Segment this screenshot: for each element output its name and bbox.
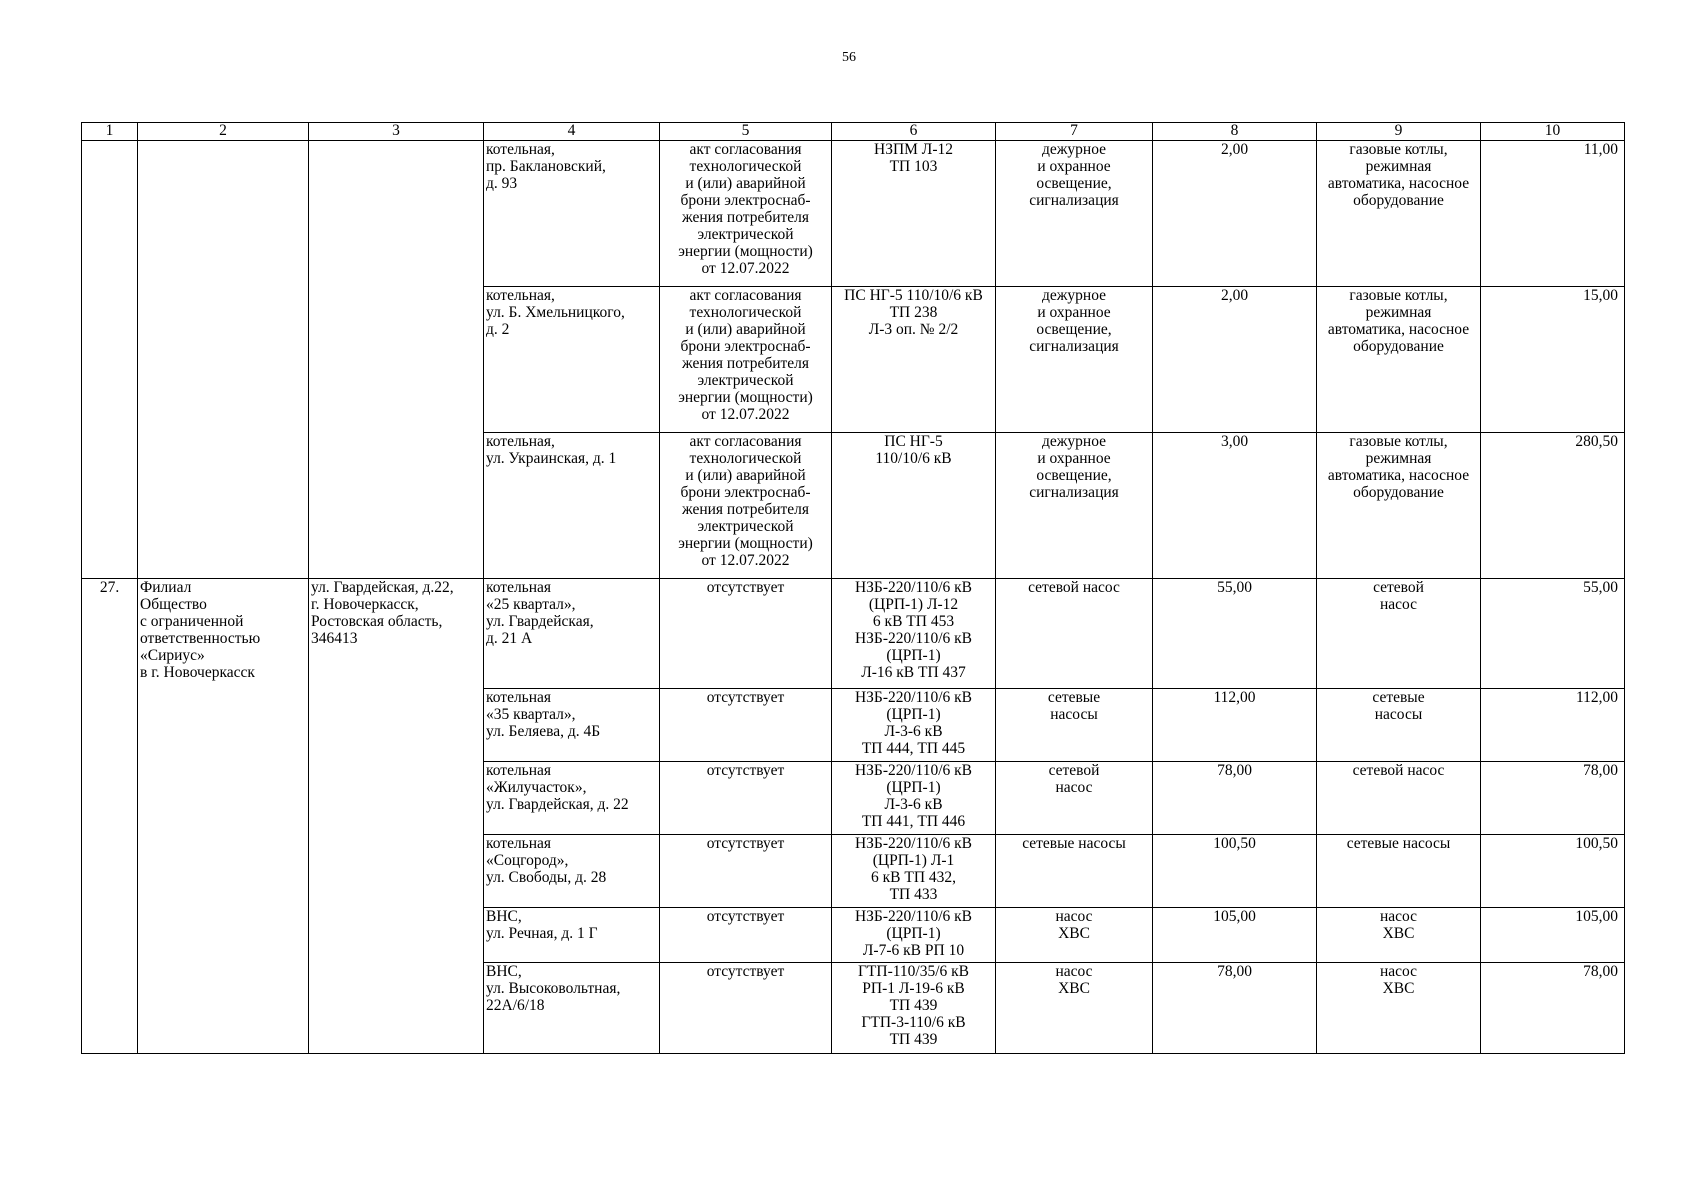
- total-cell: 15,00: [1481, 287, 1625, 433]
- document-cell-line: отсутствует: [706, 908, 785, 925]
- page-number: 56: [842, 50, 856, 65]
- supply-cell-line: Л-3-6 кВ: [884, 723, 943, 740]
- equipment-cell: [1317, 141, 1481, 287]
- column-number-row: [82, 123, 1625, 141]
- load-cell-line: сетевой насос: [1028, 579, 1120, 596]
- equipment-cell-line: оборудование: [1353, 338, 1444, 355]
- object-cell-line: ул. Б. Хмельницкого,: [486, 304, 625, 321]
- object-cell: [484, 963, 660, 1054]
- document-cell-line: энергии (мощности): [678, 243, 813, 260]
- total-cell: 105,00: [1481, 908, 1625, 963]
- load-cell-line: дежурное: [1041, 433, 1107, 450]
- total-cell: 78,00: [1481, 963, 1625, 1054]
- supply-cell-line: РП-1 Л-19-6 кВ: [862, 980, 965, 997]
- total-cell: 78,00: [1481, 762, 1625, 835]
- organization-cell-line: ответственностью: [140, 630, 261, 647]
- document-cell-line: жения потребителя: [681, 209, 810, 226]
- data-table: [81, 122, 1625, 1054]
- address-cell-line: ул. Гвардейская, д.22,: [311, 579, 454, 596]
- supply-cell-line: ГТП-110/35/6 кВ: [857, 963, 970, 980]
- column-header: 5: [660, 123, 832, 141]
- power-cell: 2,00: [1153, 141, 1317, 287]
- document-cell: [660, 141, 832, 287]
- power-cell: 78,00: [1153, 963, 1317, 1054]
- supply-cell-line: ТП 439: [889, 1031, 938, 1048]
- supply-cell-line: ТП 103: [889, 158, 938, 175]
- organization-cell-line: «Сириус»: [140, 647, 205, 664]
- supply-cell-line: НЗБ-220/110/6 кВ: [854, 579, 973, 596]
- object-cell: [484, 689, 660, 762]
- object-cell: [484, 762, 660, 835]
- object-cell-line: ул. Речная, д. 1 Г: [486, 925, 598, 942]
- load-cell-line: сетевой: [1048, 762, 1100, 779]
- supply-cell: [832, 835, 996, 908]
- organization-cell: [138, 141, 309, 579]
- load-cell-line: дежурное: [1041, 287, 1107, 304]
- equipment-cell-line: ХВС: [1382, 925, 1415, 942]
- document-cell: [660, 433, 832, 579]
- object-cell-line: котельная,: [486, 433, 555, 450]
- equipment-cell-line: газовые котлы,: [1349, 287, 1448, 304]
- document-cell-line: от 12.07.2022: [701, 406, 790, 423]
- equipment-cell-line: сетевые: [1372, 689, 1425, 706]
- supply-cell: [832, 762, 996, 835]
- supply-cell: [832, 287, 996, 433]
- document-cell-line: жения потребителя: [681, 355, 810, 372]
- equipment-cell-line: автоматика, насосное: [1327, 175, 1470, 192]
- supply-cell-line: Л-3-6 кВ: [884, 796, 943, 813]
- document-cell: [660, 908, 832, 963]
- supply-cell-line: Л-7-6 кВ РП 10: [862, 942, 965, 959]
- equipment-cell: [1317, 433, 1481, 579]
- address-cell: [309, 141, 484, 579]
- load-cell-line: насосы: [1050, 706, 1098, 723]
- load-cell-line: сетевые насосы: [1022, 835, 1126, 852]
- equipment-cell-line: оборудование: [1353, 192, 1444, 209]
- power-cell: 2,00: [1153, 287, 1317, 433]
- object-cell-line: «25 квартал»,: [486, 596, 576, 613]
- object-cell-line: ул. Свободы, д. 28: [486, 869, 607, 886]
- document-cell-line: технологической: [689, 304, 802, 321]
- document-cell-line: отсутствует: [706, 579, 785, 596]
- equipment-cell-line: сетевой насос: [1352, 762, 1445, 779]
- load-cell-line: освещение,: [1036, 467, 1112, 484]
- equipment-cell: [1317, 963, 1481, 1054]
- supply-cell: [832, 433, 996, 579]
- supply-cell-line: НЗПМ Л-12: [874, 141, 953, 158]
- supply-cell-line: НЗБ-220/110/6 кВ: [854, 835, 973, 852]
- supply-cell-line: ГТП-3-110/6 кВ: [861, 1014, 966, 1031]
- object-cell-line: ВНС,: [486, 963, 522, 980]
- document-cell: [660, 579, 832, 689]
- equipment-cell-line: режимная: [1365, 158, 1432, 175]
- document-cell-line: и (или) аварийной: [685, 467, 806, 484]
- column-header: 1: [82, 123, 138, 141]
- object-cell-line: ул. Гвардейская,: [486, 613, 594, 630]
- load-cell-line: и охранное: [1037, 304, 1111, 321]
- supply-cell-line: (ЦРП-1): [886, 779, 941, 796]
- document-cell-line: отсутствует: [706, 963, 785, 980]
- equipment-cell: [1317, 579, 1481, 689]
- load-cell: [996, 141, 1153, 287]
- supply-cell-line: Л-16 кВ ТП 437: [861, 664, 966, 681]
- object-cell-line: котельная: [486, 689, 552, 706]
- object-cell-line: ул. Беляева, д. 4Б: [486, 723, 601, 740]
- document-cell-line: от 12.07.2022: [701, 260, 790, 277]
- supply-cell-line: (ЦРП-1): [886, 647, 941, 664]
- column-header: 8: [1153, 123, 1317, 141]
- load-cell: [996, 835, 1153, 908]
- document-cell-line: энергии (мощности): [678, 389, 813, 406]
- equipment-cell-line: сетевые насосы: [1346, 835, 1451, 852]
- supply-cell-line: Л-3 оп. № 2/2: [868, 321, 959, 338]
- load-cell-line: дежурное: [1041, 141, 1107, 158]
- object-cell-line: ул. Украинская, д. 1: [486, 450, 617, 467]
- object-cell: [484, 287, 660, 433]
- object-cell-line: пр. Баклановский,: [486, 158, 606, 175]
- power-cell: 105,00: [1153, 908, 1317, 963]
- organization-cell: [138, 579, 309, 1054]
- organization-cell-line: Общество: [140, 596, 207, 613]
- supply-cell-line: ТП 439: [889, 997, 938, 1014]
- document-cell-line: электрической: [697, 226, 794, 243]
- object-cell: [484, 908, 660, 963]
- total-cell: 55,00: [1481, 579, 1625, 689]
- supply-cell-line: НЗБ-220/110/6 кВ: [854, 762, 973, 779]
- supply-cell-line: 6 кВ ТП 453: [872, 613, 955, 630]
- document-cell: [660, 835, 832, 908]
- supply-cell-line: 110/10/6 кВ: [875, 450, 952, 467]
- document-cell-line: электрической: [697, 518, 794, 535]
- document-cell-line: акт согласования: [689, 141, 802, 158]
- document-cell-line: брони электроснаб-: [680, 484, 811, 501]
- equipment-cell-line: оборудование: [1353, 484, 1444, 501]
- load-cell-line: и охранное: [1037, 158, 1111, 175]
- load-cell: [996, 908, 1153, 963]
- object-cell-line: котельная,: [486, 141, 555, 158]
- load-cell-line: сигнализация: [1029, 338, 1119, 355]
- document-cell-line: брони электроснаб-: [680, 338, 811, 355]
- total-cell: 112,00: [1481, 689, 1625, 762]
- supply-cell: [832, 963, 996, 1054]
- object-cell-line: «Соцгород»,: [486, 852, 569, 869]
- row-number-cell: [82, 141, 138, 579]
- object-cell: [484, 141, 660, 287]
- load-cell-line: освещение,: [1036, 321, 1112, 338]
- equipment-cell-line: насос: [1379, 963, 1418, 980]
- object-cell-line: д. 2: [486, 321, 510, 338]
- supply-cell: [832, 689, 996, 762]
- organization-cell-line: в г. Новочеркасск: [140, 664, 255, 681]
- address-cell-line: г. Новочеркасск,: [311, 596, 419, 613]
- equipment-cell-line: насос: [1379, 908, 1418, 925]
- table-row: [82, 141, 1625, 287]
- load-cell-line: и охранное: [1037, 450, 1111, 467]
- load-cell: [996, 579, 1153, 689]
- supply-cell-line: НЗБ-220/110/6 кВ: [854, 689, 973, 706]
- object-cell: [484, 835, 660, 908]
- equipment-cell-line: автоматика, насосное: [1327, 321, 1470, 338]
- object-cell-line: 22А/6/18: [486, 997, 545, 1014]
- row-number-cell: 27.: [82, 579, 138, 1054]
- supply-cell: [832, 579, 996, 689]
- equipment-cell-line: автоматика, насосное: [1327, 467, 1470, 484]
- load-cell-line: насос: [1055, 963, 1093, 980]
- supply-cell-line: ТП 444, ТП 445: [861, 740, 966, 757]
- supply-cell: [832, 908, 996, 963]
- document-cell-line: акт согласования: [689, 287, 802, 304]
- object-cell-line: котельная: [486, 762, 552, 779]
- equipment-cell: [1317, 835, 1481, 908]
- object-cell-line: «Жилучасток»,: [486, 779, 587, 796]
- load-cell-line: ХВС: [1058, 980, 1090, 997]
- supply-cell-line: ТП 441, ТП 446: [861, 813, 966, 830]
- equipment-cell-line: режимная: [1365, 450, 1432, 467]
- object-cell-line: ВНС,: [486, 908, 522, 925]
- supply-cell-line: ТП 433: [889, 886, 938, 903]
- supply-cell-line: (ЦРП-1) Л-1: [872, 852, 955, 869]
- load-cell-line: освещение,: [1036, 175, 1112, 192]
- object-cell-line: «35 квартал»,: [486, 706, 576, 723]
- column-header: 6: [832, 123, 996, 141]
- organization-cell-line: с ограниченной: [140, 613, 244, 630]
- supply-cell-line: ТП 238: [889, 304, 938, 321]
- table-body: [82, 141, 1625, 1054]
- equipment-cell: [1317, 762, 1481, 835]
- equipment-cell-line: газовые котлы,: [1349, 433, 1448, 450]
- document-cell-line: электрической: [697, 372, 794, 389]
- object-cell-line: ул. Высоковольтная,: [486, 980, 621, 997]
- supply-cell-line: (ЦРП-1) Л-12: [868, 596, 959, 613]
- object-cell-line: котельная,: [486, 287, 555, 304]
- equipment-cell-line: газовые котлы,: [1349, 141, 1448, 158]
- address-cell-line: 346413: [311, 630, 358, 647]
- load-cell: [996, 762, 1153, 835]
- load-cell: [996, 689, 1153, 762]
- equipment-cell-line: насос: [1379, 596, 1418, 613]
- power-cell: 78,00: [1153, 762, 1317, 835]
- equipment-cell: [1317, 689, 1481, 762]
- column-header: 9: [1317, 123, 1481, 141]
- equipment-cell-line: ХВС: [1382, 980, 1415, 997]
- equipment-cell: [1317, 287, 1481, 433]
- power-cell: 3,00: [1153, 433, 1317, 579]
- load-cell: [996, 963, 1153, 1054]
- object-cell-line: котельная: [486, 835, 552, 852]
- supply-cell-line: 6 кВ ТП 432,: [870, 869, 957, 886]
- equipment-cell-line: насосы: [1374, 706, 1423, 723]
- load-cell-line: сигнализация: [1029, 484, 1119, 501]
- document-cell-line: жения потребителя: [681, 501, 810, 518]
- object-cell: [484, 579, 660, 689]
- document-cell-line: от 12.07.2022: [701, 552, 790, 569]
- total-cell: 11,00: [1481, 141, 1625, 287]
- document-cell-line: отсутствует: [706, 689, 785, 706]
- power-cell: 112,00: [1153, 689, 1317, 762]
- supply-cell: [832, 141, 996, 287]
- document-cell-line: брони электроснаб-: [680, 192, 811, 209]
- column-header: 7: [996, 123, 1153, 141]
- document-cell-line: и (или) аварийной: [685, 175, 806, 192]
- supply-cell-line: ПС НГ-5 110/10/6 кВ: [844, 287, 983, 304]
- power-cell: 55,00: [1153, 579, 1317, 689]
- column-header: 2: [138, 123, 309, 141]
- document-cell-line: технологической: [689, 158, 802, 175]
- load-cell-line: ХВС: [1058, 925, 1090, 942]
- equipment-cell-line: сетевой: [1373, 579, 1424, 596]
- column-header: 3: [309, 123, 484, 141]
- document-cell-line: отсутствует: [706, 835, 785, 852]
- document-cell: [660, 287, 832, 433]
- supply-cell-line: (ЦРП-1): [886, 706, 941, 723]
- equipment-cell-line: режимная: [1365, 304, 1432, 321]
- document-cell-line: и (или) аварийной: [685, 321, 806, 338]
- document-cell-line: энергии (мощности): [678, 535, 813, 552]
- total-cell: 280,50: [1481, 433, 1625, 579]
- total-cell: 100,50: [1481, 835, 1625, 908]
- power-cell: 100,50: [1153, 835, 1317, 908]
- address-cell: [309, 579, 484, 1054]
- load-cell-line: сетевые: [1047, 689, 1101, 706]
- load-cell-line: насос: [1055, 779, 1093, 796]
- column-header: 10: [1481, 123, 1625, 141]
- organization-cell-line: Филиал: [140, 579, 192, 596]
- object-cell-line: котельная: [486, 579, 552, 596]
- table-row: [82, 579, 1625, 689]
- document-cell: [660, 762, 832, 835]
- object-cell-line: д. 21 А: [486, 630, 533, 647]
- load-cell-line: сигнализация: [1029, 192, 1119, 209]
- address-cell-line: Ростовская область,: [311, 613, 443, 630]
- column-header: 4: [484, 123, 660, 141]
- supply-cell-line: (ЦРП-1): [886, 925, 941, 942]
- object-cell: [484, 433, 660, 579]
- object-cell-line: д. 93: [486, 175, 518, 192]
- supply-cell-line: ПС НГ-5: [884, 433, 943, 450]
- equipment-cell: [1317, 908, 1481, 963]
- load-cell: [996, 433, 1153, 579]
- document-cell-line: отсутствует: [706, 762, 785, 779]
- document-cell: [660, 689, 832, 762]
- document-cell: [660, 963, 832, 1054]
- load-cell: [996, 287, 1153, 433]
- supply-cell-line: НЗБ-220/110/6 кВ: [854, 630, 973, 647]
- object-cell-line: ул. Гвардейская, д. 22: [486, 796, 629, 813]
- supply-cell-line: НЗБ-220/110/6 кВ: [854, 908, 973, 925]
- document-cell-line: технологической: [689, 450, 802, 467]
- load-cell-line: насос: [1055, 908, 1093, 925]
- document-cell-line: акт согласования: [689, 433, 802, 450]
